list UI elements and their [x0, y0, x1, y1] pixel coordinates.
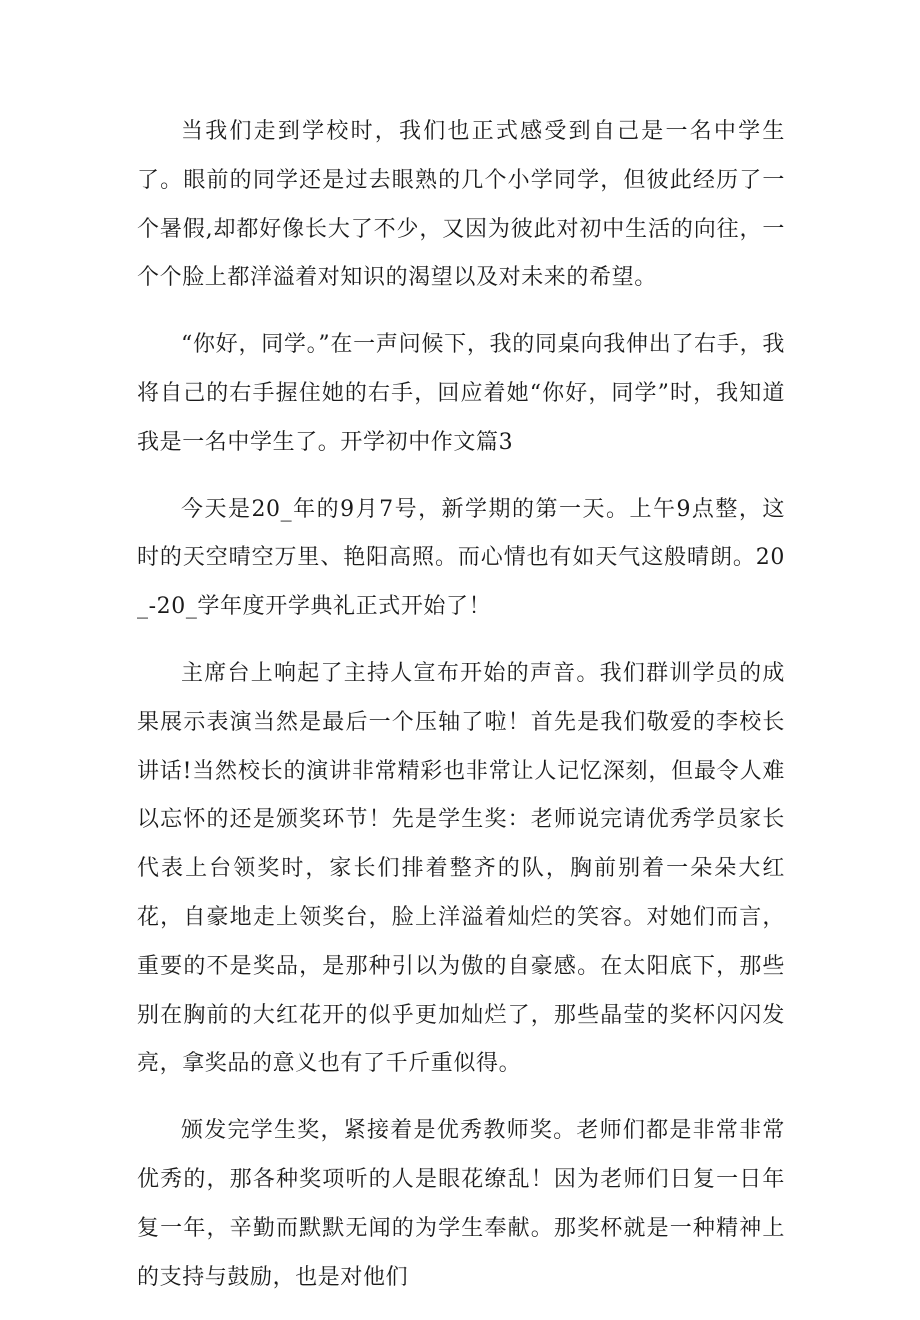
paragraph: 当我们走到学校时，我们也正式感受到自己是一名中学生了。眼前的同学还是过去眼熟的几个小学同学，但彼此经历了一个暑假,却都好像长大了不少，又因为彼此对初中生活的向往，一个个脸上都洋溢着对知识的渴望以及对未来的希望。 [137, 119, 785, 291]
paragraph: 颁发完学生奖，紧接着是优秀教师奖。老师们都是非常非常优秀的，那各种奖项听的人是眼花缭乱！因为老师们日复一日年复一年，辛勤而默默无闻的为学生奉献。那奖杯就是一种精神上的支持与鼓励，也是对他们 [137, 1118, 785, 1290]
paragraph: “你好，同学。”在一声问候下，我的同桌向我伸出了右手，我将自己的右手握住她的右手，回应着她“你好，同学”时，我知道我是一名中学生了。开学初中作文篇3 [137, 332, 785, 455]
paragraph: 今天是20_年的9月7号，新学期的第一天。上午9点整，这时的天空晴空万里、艳阳高照。而心情也有如天气这般晴朗。20_-20_学年度开学典礼正式开始了！ [137, 496, 785, 620]
paragraph: 主席台上响起了主持人宣布开始的声音。我们群训学员的成果展示表演当然是最后一个压轴了啦！首先是我们敬爱的李校长讲话!当然校长的演讲非常精彩也非常让人记忆深刻，但最令人难以忘怀的还是颁奖环节！先是学生奖：老师说完请优秀学员家长代表上台领奖时，家长们排着整齐的队，胸前别着一朵朵大红花，自豪地走上领奖台，脸上洋溢着灿烂的笑容。对她们而言，重要的不是奖品，是那种引以为傲的自豪感。在太阳底下，那些别在胸前的大红花开的似乎更加灿烂了，那些晶莹的奖杯闪闪发亮，拿奖品的意义也有了千斤重似得。 [137, 660, 785, 1077]
document-body [137, 108, 785, 1320]
